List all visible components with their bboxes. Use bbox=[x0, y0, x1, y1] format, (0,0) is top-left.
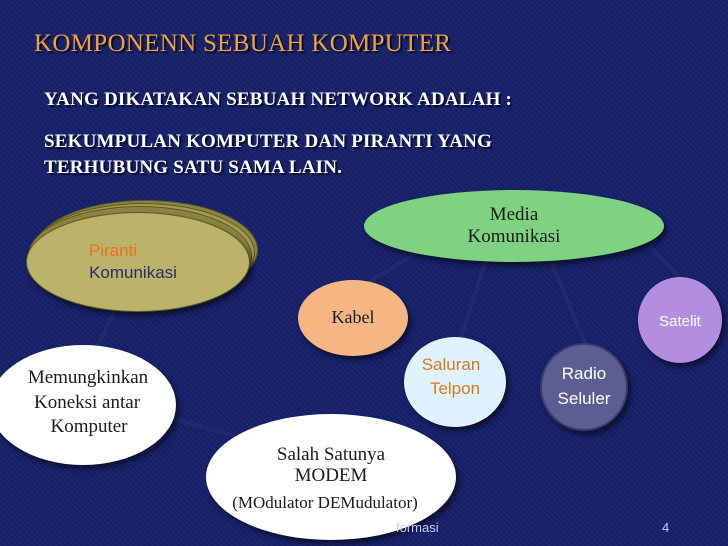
radio-seluler-node bbox=[540, 343, 628, 431]
body-line-2: SEKUMPULAN KOMPUTER DAN PIRANTI YANG bbox=[44, 131, 493, 152]
satelit-label: Satelit bbox=[659, 313, 701, 331]
piranti-label-line1: Piranti bbox=[88, 240, 138, 260]
piranti-label-line2: Komunikasi bbox=[89, 263, 177, 282]
modem-label-line1: Salah Satunya bbox=[276, 444, 386, 465]
radio-label-line1: Radio bbox=[561, 364, 607, 384]
piranti-komunikasi-node bbox=[26, 200, 256, 312]
modem-label-line2: MODEM bbox=[294, 465, 368, 487]
connector-media-saluran bbox=[460, 254, 488, 340]
body-line-1: YANG DIKATAKAN SEBUAH NETWORK ADALAH : bbox=[44, 89, 513, 110]
saluran-label-line1: Saluran bbox=[421, 355, 481, 374]
satelit-node bbox=[638, 277, 722, 363]
kabel-node bbox=[298, 280, 408, 356]
saluran-telpon-node bbox=[404, 337, 506, 427]
media-komunikasi-node bbox=[364, 190, 664, 262]
radio-label-line2: Seluler bbox=[557, 389, 611, 408]
page-number: 4 bbox=[662, 520, 670, 535]
memungkinkan-label-line3: Komputer bbox=[50, 416, 128, 438]
saluran-label-line2: Telpon bbox=[429, 379, 481, 399]
memungkinkan-label-line2: Koneksi antar bbox=[33, 391, 141, 413]
body-line-3: TERHUBUNG SATU SAMA LAIN. bbox=[44, 157, 343, 178]
piranti-layer-front bbox=[26, 212, 250, 312]
memungkinkan-label-line1: Memungkinkan bbox=[27, 366, 149, 388]
media-label-line2: Komunikasi bbox=[467, 226, 561, 247]
media-label-line1: Media bbox=[489, 203, 539, 225]
footer-text: formasi bbox=[396, 520, 439, 535]
connector-media-radio bbox=[548, 254, 585, 343]
kabel-label: Kabel bbox=[331, 307, 375, 328]
connector-memungkinkan-modem bbox=[170, 418, 235, 436]
modem-label-line3: (MOdulator DEMudulator) bbox=[232, 492, 418, 512]
slide-title: KOMPONENN SEBUAH KOMPUTER bbox=[34, 30, 452, 57]
